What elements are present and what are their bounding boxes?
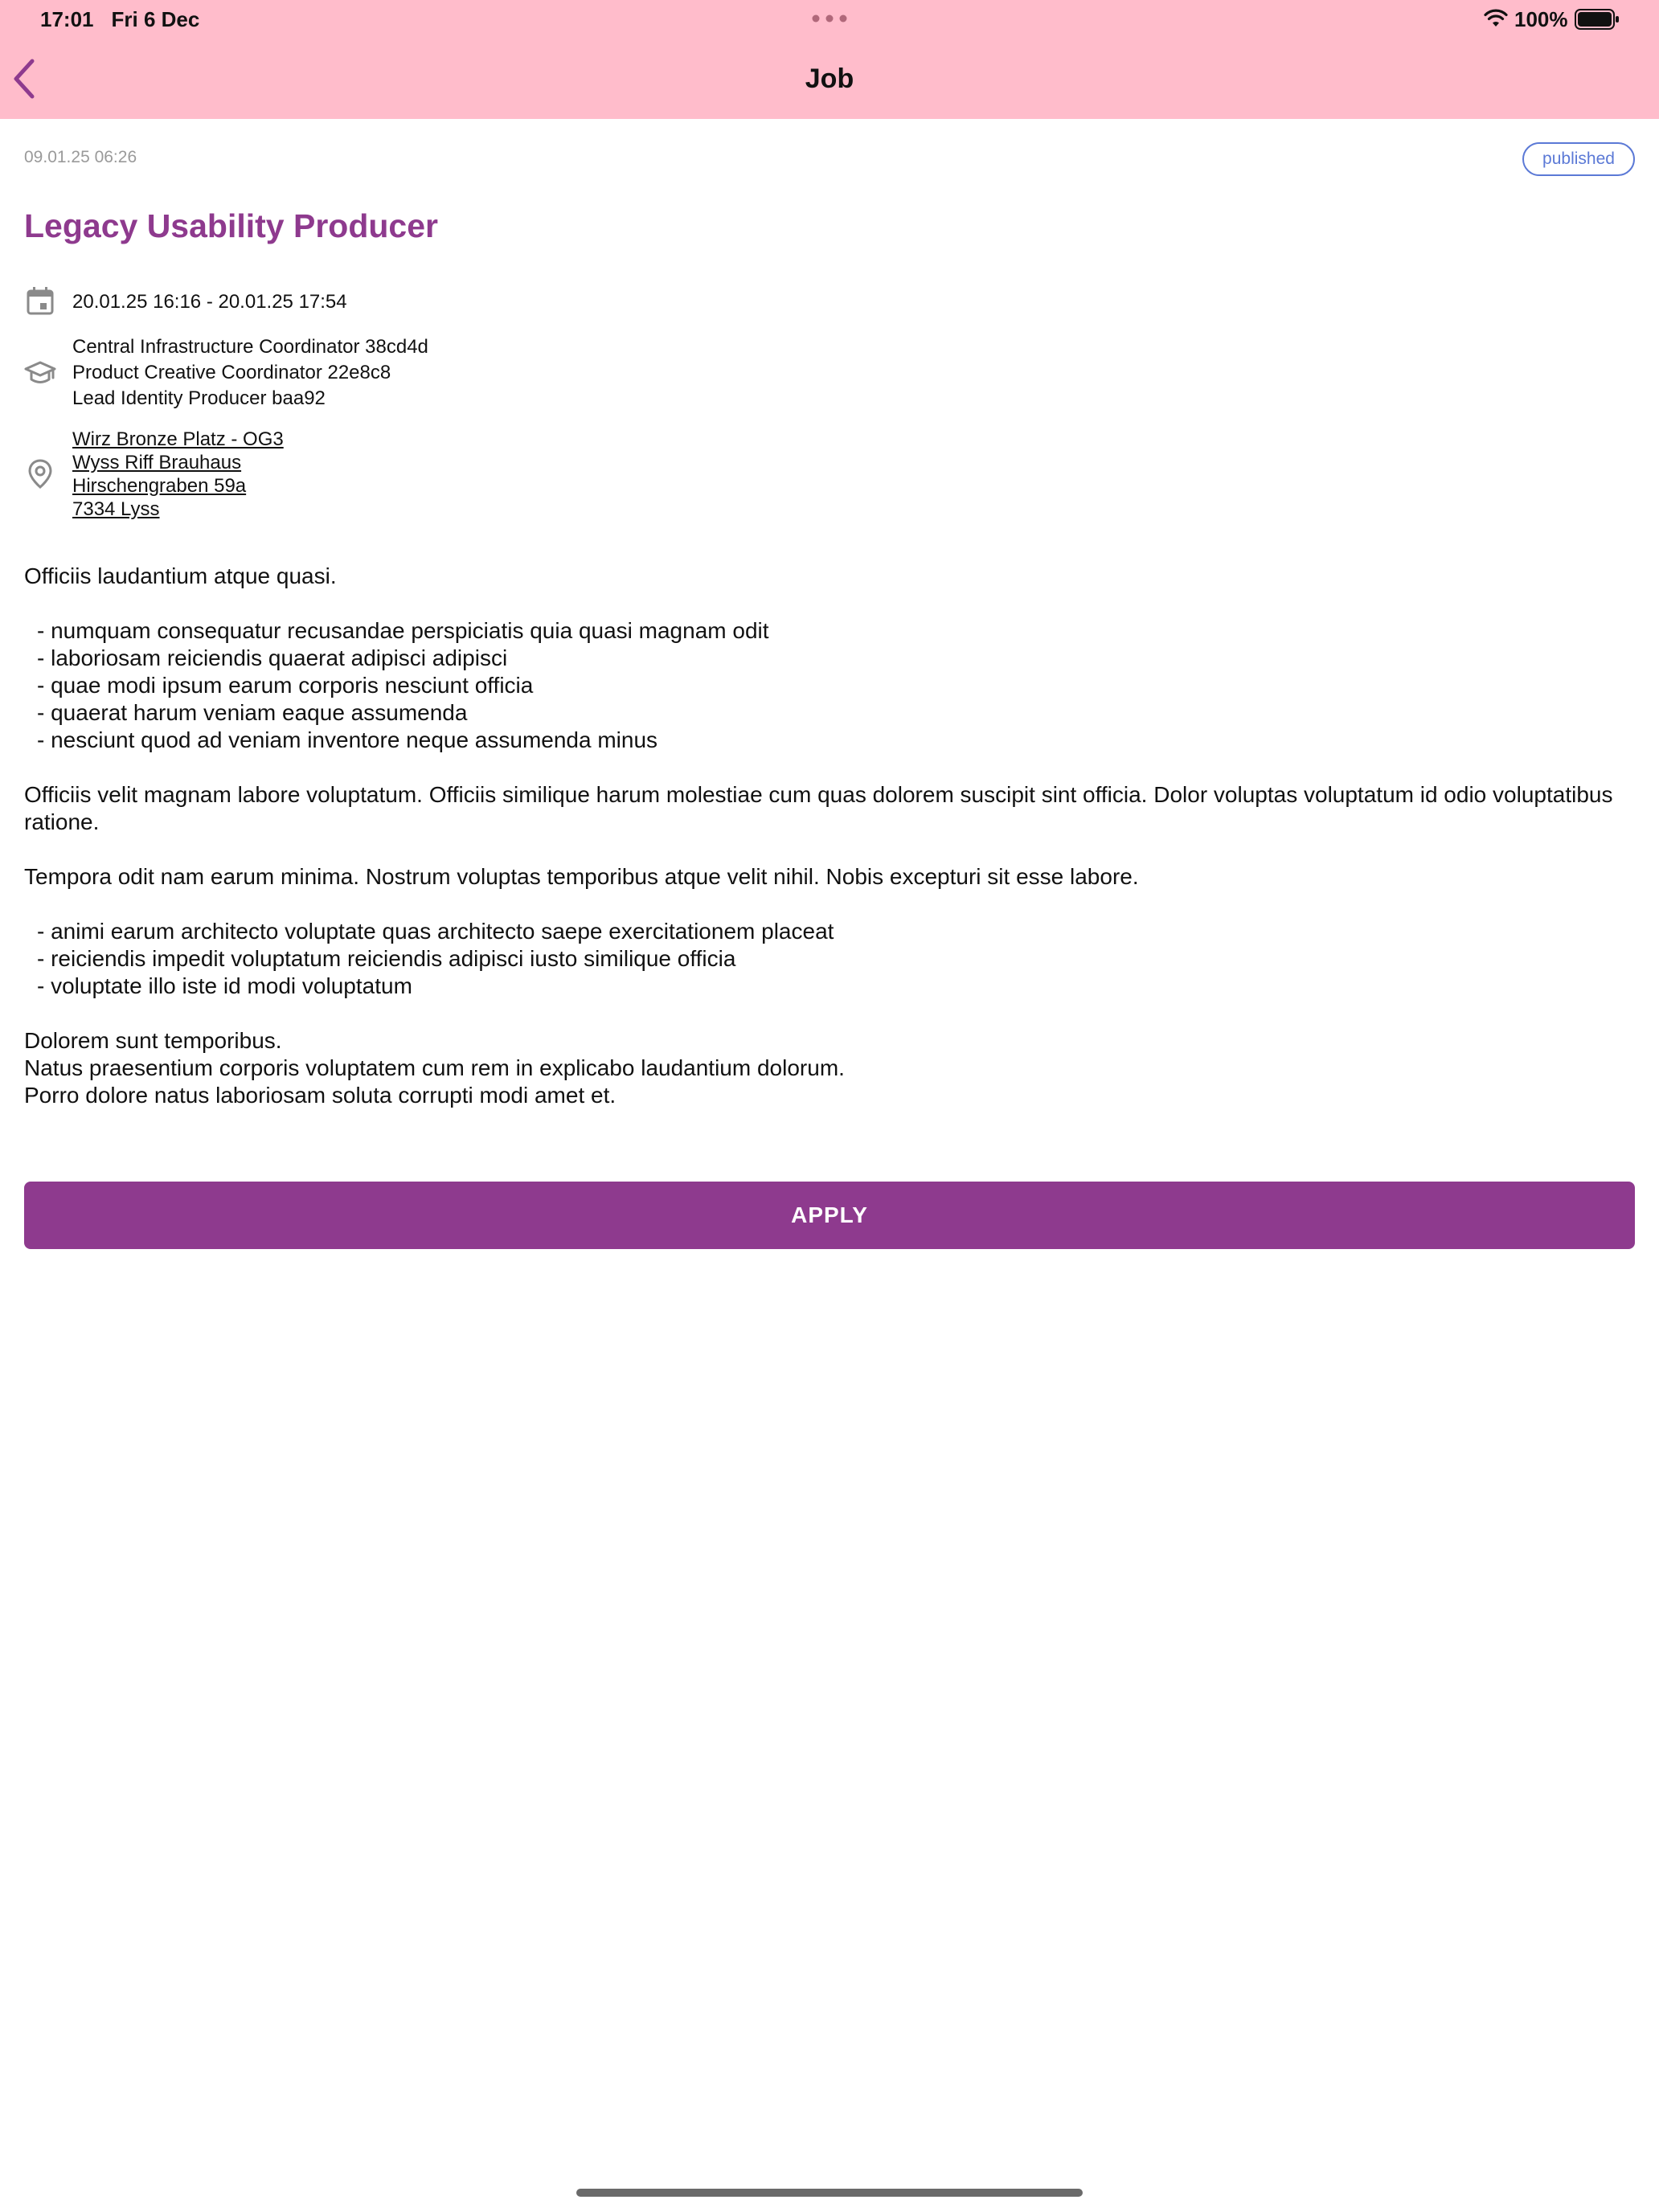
list-item: - reiciendis impedit voluptatum reiciendis adipisci iusto similique officia [37, 946, 736, 971]
top-bar [0, 0, 1659, 119]
page-title: Job [805, 63, 854, 94]
address-link[interactable] [72, 428, 284, 521]
home-indicator[interactable] [576, 2189, 1083, 2197]
location-pin-icon [24, 457, 56, 490]
job-description [24, 563, 1632, 1137]
calendar-icon [24, 285, 56, 317]
description-intro: Officiis laudantium atque quasi. [24, 563, 337, 588]
closing-line: Porro dolore natus laboriosam soluta corrupti modi amet et. [24, 1083, 616, 1108]
address-line[interactable]: Wyss Riff Brauhaus [72, 452, 242, 473]
status-badge: published [1522, 142, 1635, 176]
list-item: - animi earum architecto voluptate quas architecto saepe exercitationem placeat [37, 919, 834, 944]
description-list [37, 918, 1632, 1000]
list-item: - nesciunt quod ad veniam inventore neque assumenda minus [37, 727, 658, 752]
status-time [40, 6, 217, 32]
status-date: Fri 6 Dec [111, 7, 200, 31]
status-clock: 17:01 [40, 7, 94, 31]
apply-button[interactable]: APPLY [24, 1182, 1635, 1249]
list-item: - numquam consequatur recusandae perspiciatis quia quasi magnam odit [37, 618, 769, 643]
qualification-item: Lead Identity Producer baa92 [72, 387, 326, 409]
graduation-cap-icon [24, 357, 56, 389]
qualification-item: Product Creative Coordinator 22e8c8 [72, 362, 391, 383]
multitasking-dots-icon[interactable] [812, 14, 847, 23]
list-item: - quae modi ipsum earum corporis nesciunt officia [37, 673, 534, 698]
description-closing [24, 1027, 1632, 1109]
description-list [37, 617, 1632, 754]
qualification-item: Central Infrastructure Coordinator 38cd4d [72, 336, 428, 358]
closing-line: Natus praesentium corporis voluptatem cum rem in explicabo laudantium dolorum. [24, 1055, 845, 1080]
battery-percent: 100% [1514, 7, 1568, 31]
schedule-text: 20.01.25 16:16 - 20.01.25 17:54 [72, 291, 347, 313]
battery-icon [1575, 9, 1620, 30]
address-line[interactable]: Hirschengraben 59a [72, 475, 247, 497]
description-paragraph: Officiis velit magnam labore voluptatum. Officiis similique harum molestiae cum quas dolorem suscipit sint officia. Dolor voluptas voluptatum id odio voluptatibus ratione. [24, 782, 1613, 834]
list-item: - quaerat harum veniam eaque assumenda [37, 700, 468, 725]
wifi-icon [1484, 9, 1508, 28]
qualification-list [72, 334, 428, 412]
description-paragraph: Tempora odit nam earum minima. Nostrum voluptas temporibus atque velit nihil. Nobis excepturi sit esse labore. [24, 864, 1139, 889]
job-title: Legacy Usability Producer [24, 207, 438, 244]
created-date: 09.01.25 06:26 [24, 148, 137, 166]
list-item: - voluptate illo iste id modi voluptatum [37, 973, 412, 998]
address-line[interactable]: 7334 Lyss [72, 498, 160, 520]
address-line[interactable]: Wirz Bronze Platz - OG3 [72, 428, 284, 450]
list-item: - laboriosam reiciendis quaerat adipisci adipisci [37, 645, 508, 670]
closing-line: Dolorem sunt temporibus. [24, 1028, 282, 1053]
